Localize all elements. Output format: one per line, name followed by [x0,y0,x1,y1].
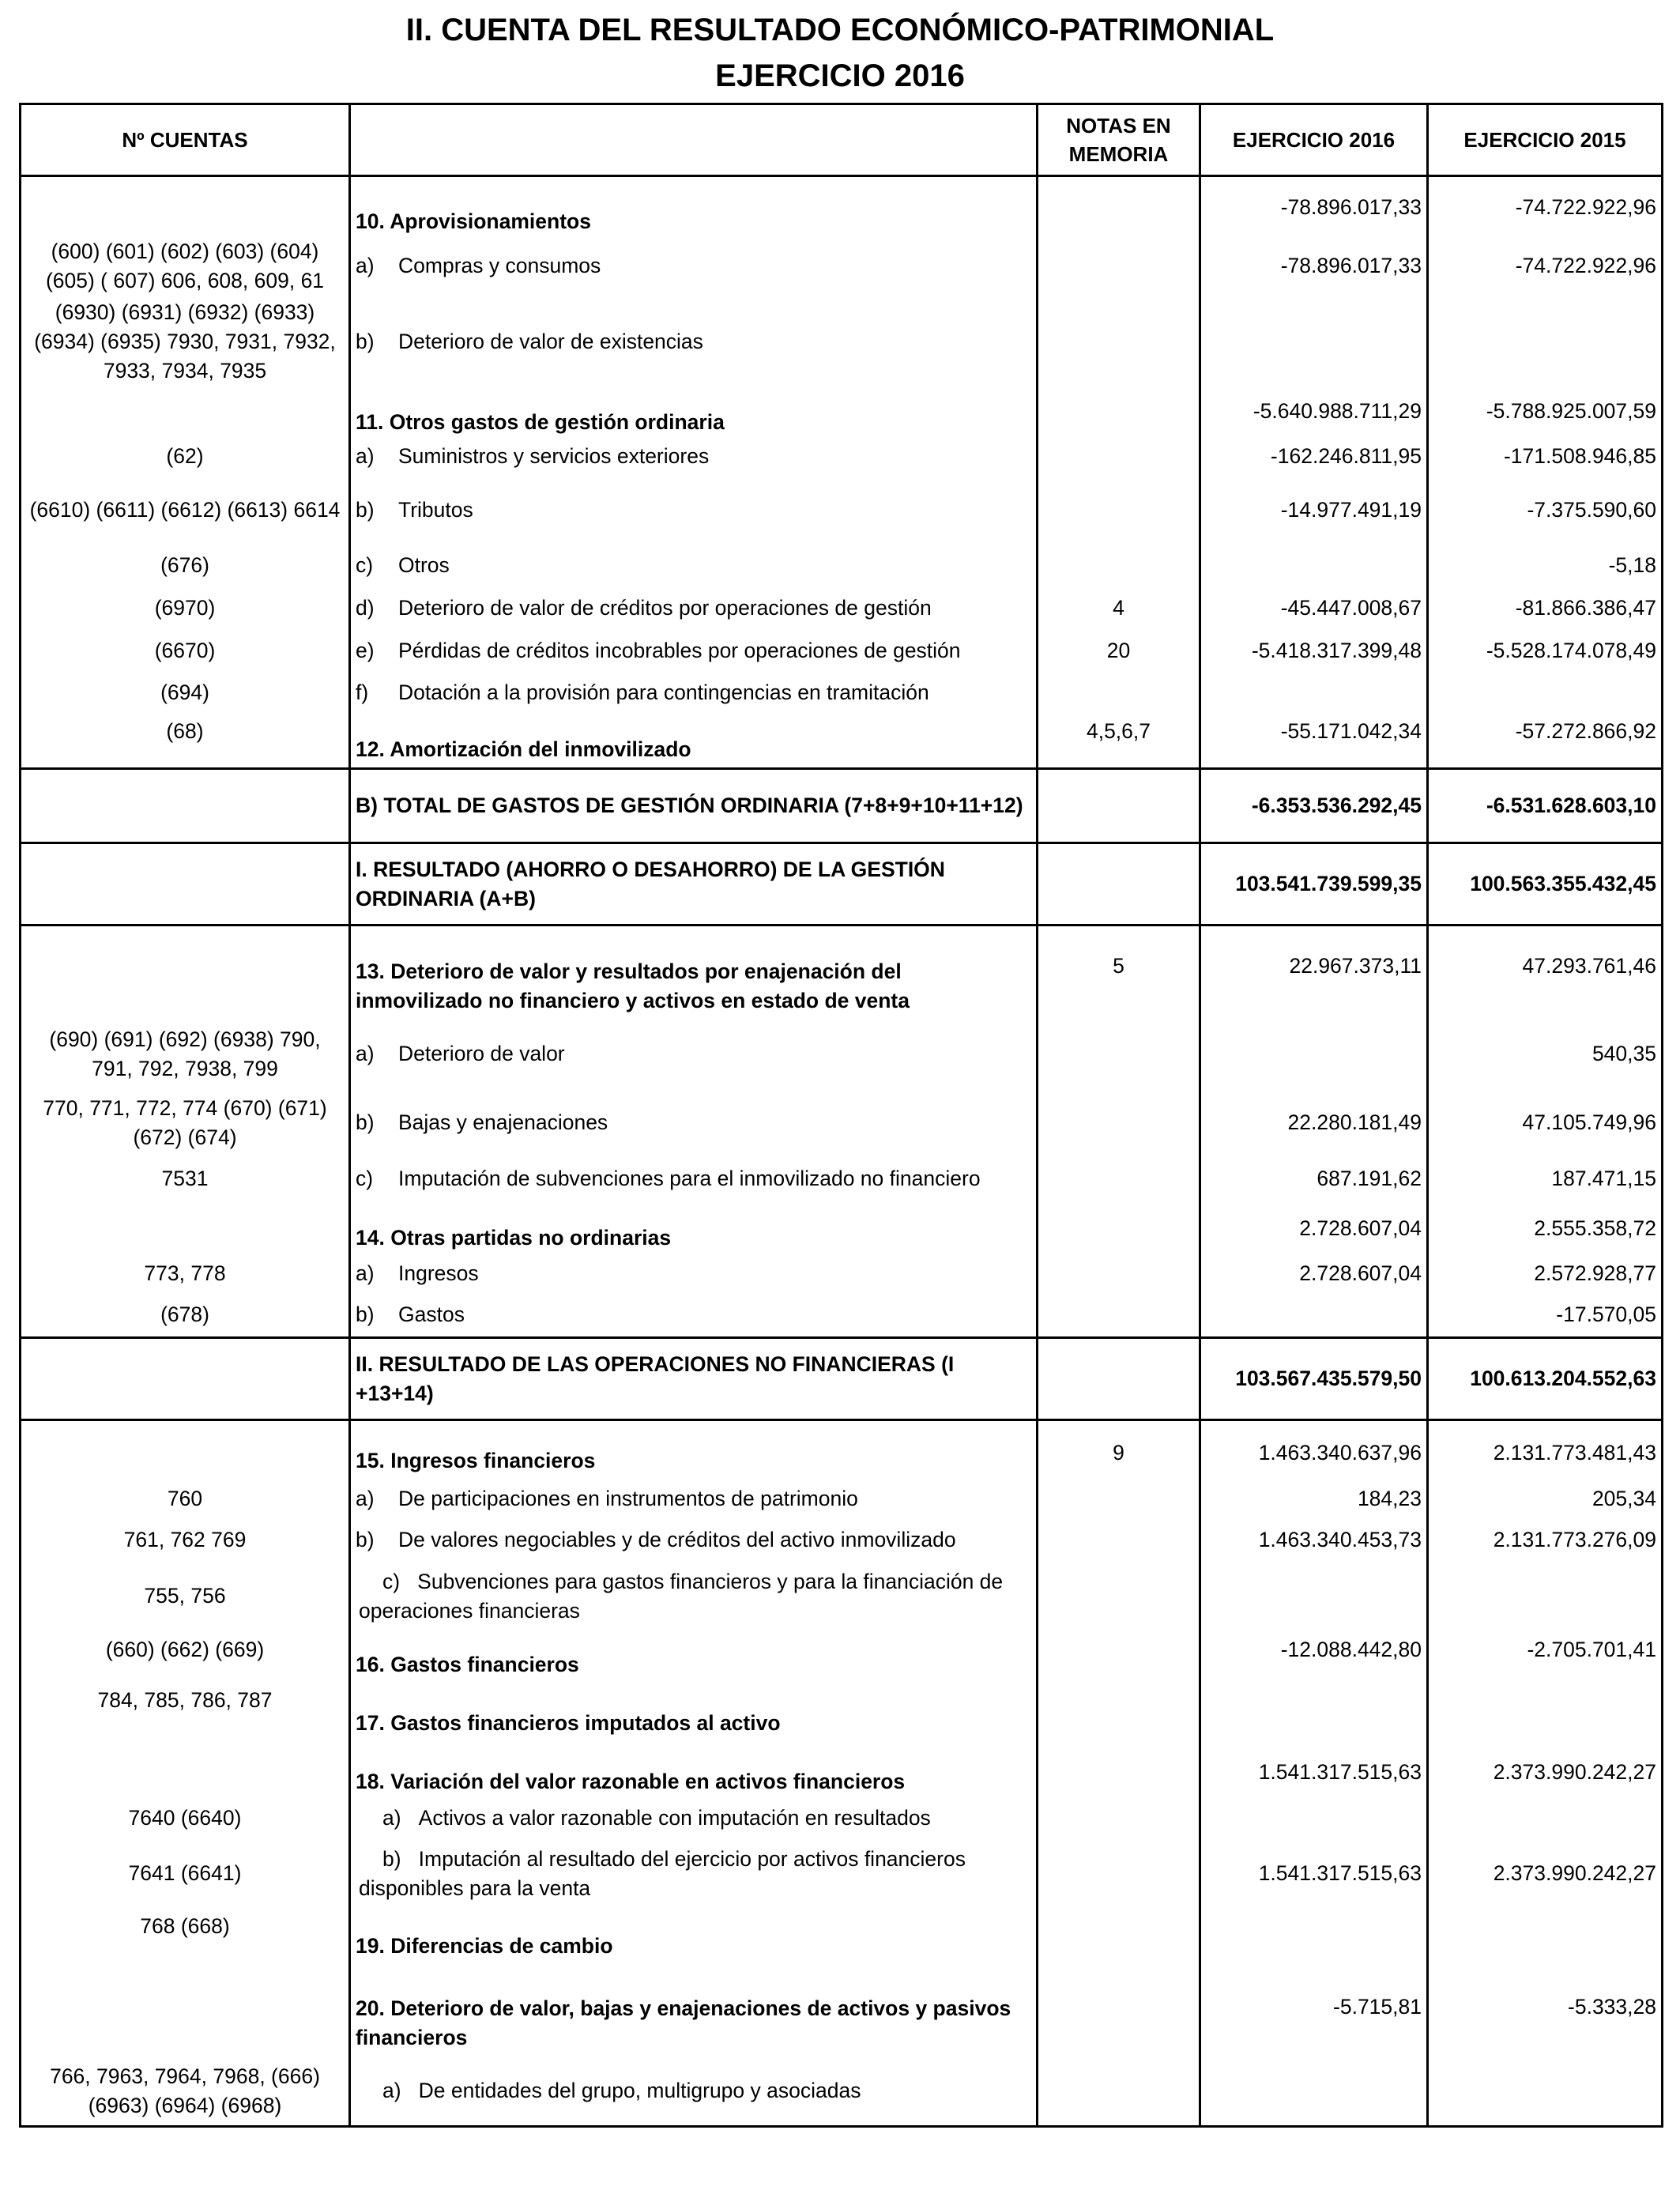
row-concept-cell [350,236,1038,296]
row-ej2015: 2.131.773.481,43 [1428,1420,1663,1479]
row-ej2015: -57.272.866,92 [1428,714,1663,769]
row-item-label: a) [356,1042,375,1065]
row-concept-cell [350,1839,1038,1909]
row-ej2015: 205,34 [1428,1479,1663,1520]
row-notas [1038,1294,1200,1338]
row-ej2016: 22.967.373,11 [1200,925,1428,1020]
row-notas [1038,1741,1200,1798]
row-ej2015: 47.105.749,96 [1428,1088,1663,1158]
row-item-label: b) [356,1110,375,1134]
row-concept: Pérdidas de créditos incobrables por operaciones de gestión [398,639,961,662]
row-notas [1038,1158,1200,1201]
row-cuentas: (676) [21,545,350,587]
row-ej2015 [1428,296,1663,388]
row-cuentas [21,1201,350,1254]
row-ej2016: -78.896.017,33 [1200,176,1428,236]
row-ej2016: 1.541.317.515,63 [1200,1741,1428,1798]
row-notas [1038,1020,1200,1088]
row-ej2015: -2.705.701,41 [1428,1632,1663,1683]
row-concept: 10. Aprovisionamientos [350,176,1038,236]
row-cuentas [21,1969,350,2057]
row-concept: De participaciones en instrumentos de patrimonio [398,1487,858,1510]
row-ej2015 [1428,2057,1663,2127]
row-concept: Tributos [398,498,473,522]
row-concept: 15. Ingresos financieros [350,1420,1038,1479]
row-cuentas: 7640 (6640) [21,1798,350,1839]
row-cuentas: (62) [21,437,350,477]
row-cuentas [21,388,350,437]
row-notas [1038,545,1200,587]
row-item-label: f) [356,680,369,704]
row-cuentas: (678) [21,1294,350,1338]
row-notas [1038,388,1200,437]
row-cuentas: (660) (662) (669) [21,1632,350,1683]
row-ej2016 [1200,2057,1428,2127]
row-notas [1038,1839,1200,1909]
table-row [21,296,1663,388]
row-ej2016: -5.715,81 [1200,1969,1428,2057]
row-notas: 4,5,6,7 [1038,714,1200,769]
row-concept: Deterioro de valor de créditos por operaciones de gestión [398,596,932,620]
table-row [21,1683,1663,1741]
table-row [21,1798,1663,1839]
table-row [21,1479,1663,1520]
row-cuentas [21,1338,350,1420]
row-ej2015: 2.572.928,77 [1428,1254,1663,1294]
row-cuentas: (6610) (6611) (6612) (6613) 6614 [21,477,350,545]
row-ej2015 [1428,1909,1663,1969]
row-ej2015: -5,18 [1428,545,1663,587]
row-ej2016: -162.246.811,95 [1200,437,1428,477]
table-row [21,176,1663,236]
row-concept: Compras y consumos [398,254,601,277]
row-notas [1038,176,1200,236]
row-concept: Otros [398,553,450,577]
table-row [21,545,1663,587]
table-header [21,104,1663,176]
table-row [21,1088,1663,1158]
row-concept: De valores negociables y de créditos del activo inmovilizado [398,1528,956,1551]
row-concept: 12. Amortización del inmovilizado [350,714,1038,769]
row-ej2016 [1200,1020,1428,1088]
row-concept: Ingresos [398,1261,479,1285]
row-concept-cell [350,1088,1038,1158]
row-item-label: a) [356,1261,375,1285]
table-row [21,1520,1663,1561]
row-concept: 14. Otras partidas no ordinarias [350,1201,1038,1254]
table-row [21,477,1663,545]
row-concept-cell [350,1294,1038,1338]
row-item-label: d) [356,596,375,620]
report-subtitle: EJERCICIO 2016 [715,58,965,93]
row-cuentas [21,925,350,1020]
row-concept-cell [350,1479,1038,1520]
row-concept: Deterioro de valor de existencias [398,330,703,353]
row-cuentas [21,176,350,236]
row-ej2015: -74.722.922,96 [1428,176,1663,236]
table-row [21,437,1663,477]
header-notas: NOTAS EN MEMORIA [1038,104,1200,176]
table-row [21,1839,1663,1909]
table-row [21,587,1663,630]
row-ej2016: -78.896.017,33 [1200,236,1428,296]
row-ej2015: -171.508.946,85 [1428,437,1663,477]
table-row [21,630,1663,673]
row-ej2015: -6.531.628.603,10 [1428,769,1663,843]
row-item-label: c) [382,1569,401,1593]
row-concept-cell [350,437,1038,477]
row-concept: Suministros y servicios exteriores [398,444,710,468]
table-row [21,1561,1663,1632]
row-ej2016: -12.088.442,80 [1200,1632,1428,1683]
row-concept: B) TOTAL DE GASTOS DE GESTIÓN ORDINARIA (7+8+9+10+11+12) [350,769,1038,843]
result-account-table [19,103,1663,2128]
table-row [21,673,1663,714]
row-item-label: b) [356,1302,375,1327]
row-concept-cell [350,2057,1038,2127]
row-item-label: a) [356,254,375,277]
table-row-total [21,1338,1663,1420]
row-ej2016: 103.541.739.599,35 [1200,843,1428,925]
row-concept-cell [350,477,1038,545]
row-ej2015: 2.131.773.276,09 [1428,1520,1663,1561]
row-notas [1038,437,1200,477]
row-cuentas: (600) (601) (602) (603) (604) (605) ( 607) 606, 608, 609, 61 [21,236,350,296]
row-ej2015 [1428,1561,1663,1632]
row-ej2015: -81.866.386,47 [1428,587,1663,630]
row-ej2015: 2.373.990.242,27 [1428,1741,1663,1798]
row-concept: 13. Deterioro de valor y resultados por enajenación del inmovilizado no financiero y activos en estado de venta [350,925,1038,1020]
row-concept: Deterioro de valor [398,1042,565,1065]
row-concept: Gastos [398,1302,465,1327]
row-notas [1038,843,1200,925]
row-concept: Subvenciones para gastos financieros y para la financiación de operaciones financieras [359,1569,1004,1623]
row-concept-cell [350,673,1038,714]
row-cuentas: 770, 771, 772, 774 (670) (671) (672) (674) [21,1088,350,1158]
row-concept-cell [350,545,1038,587]
table-row [21,2057,1663,2127]
row-ej2015 [1428,1798,1663,1839]
row-ej2016: 1.541.317.515,63 [1200,1839,1428,1909]
row-concept-cell [350,1520,1038,1561]
row-ej2016: 1.463.340.453,73 [1200,1520,1428,1561]
table-row [21,1420,1663,1479]
row-ej2015 [1428,673,1663,714]
row-concept-cell [350,296,1038,388]
row-cuentas: 768 (668) [21,1909,350,1969]
row-ej2016: -45.447.008,67 [1200,587,1428,630]
row-cuentas: (68) [21,714,350,769]
row-notas [1038,236,1200,296]
row-ej2016 [1200,1683,1428,1741]
row-notas [1038,1683,1200,1741]
row-item-label: c) [356,553,374,577]
row-ej2016: 184,23 [1200,1479,1428,1520]
table-row [21,925,1663,1020]
table-row [21,1909,1663,1969]
row-concept: Imputación de subvenciones para el inmovilizado no financiero [398,1167,981,1190]
row-cuentas: 760 [21,1479,350,1520]
row-ej2016 [1200,1561,1428,1632]
row-cuentas: 755, 756 [21,1561,350,1632]
row-concept: 11. Otros gastos de gestión ordinaria [350,388,1038,437]
row-item-label: c) [356,1167,374,1190]
row-concept: Activos a valor razonable con imputación en resultados [418,1806,931,1830]
table-row [21,1741,1663,1798]
row-ej2016: 22.280.181,49 [1200,1088,1428,1158]
row-cuentas: 7641 (6641) [21,1839,350,1909]
row-notas [1038,673,1200,714]
row-ej2016 [1200,296,1428,388]
row-item-label: e) [356,639,375,662]
row-ej2016 [1200,1798,1428,1839]
row-item-label: a) [356,1487,375,1510]
table-row-total [21,843,1663,925]
row-concept-cell [350,1020,1038,1088]
row-concept: I. RESULTADO (AHORRO O DESAHORRO) DE LA GESTIÓN ORDINARIA (A+B) [350,843,1038,925]
row-cuentas: 766, 7963, 7964, 7968, (666) (6963) (6964) (6968) [21,2057,350,2127]
row-ej2015: 540,35 [1428,1020,1663,1088]
table-row [21,1254,1663,1294]
row-concept: 17. Gastos financieros imputados al activo [350,1683,1038,1741]
row-ej2016: -14.977.491,19 [1200,477,1428,545]
row-ej2015: -5.528.174.078,49 [1428,630,1663,673]
row-ej2016 [1200,673,1428,714]
row-cuentas [21,1420,350,1479]
row-ej2015: -74.722.922,96 [1428,236,1663,296]
report-title: II. CUENTA DEL RESULTADO ECONÓMICO-PATRIMONIAL [405,13,1275,47]
row-concept: 20. Deterioro de valor, bajas y enajenaciones de activos y pasivos financieros [350,1969,1038,2057]
row-notas [1038,1201,1200,1254]
row-ej2015: 2.373.990.242,27 [1428,1839,1663,1909]
row-ej2016: -5.640.988.711,29 [1200,388,1428,437]
row-notas [1038,769,1200,843]
row-ej2016: 2.728.607,04 [1200,1201,1428,1254]
row-notas: 5 [1038,925,1200,1020]
table-row [21,714,1663,769]
row-notas [1038,1798,1200,1839]
row-notas [1038,1088,1200,1158]
row-concept: Imputación al resultado del ejercicio por activos financieros disponibles para la venta [359,1846,966,1900]
row-item-label: a) [382,1806,401,1830]
row-notas [1038,1969,1200,2057]
row-notas [1038,1520,1200,1561]
row-cuentas: (6970) [21,587,350,630]
header-cuentas: Nº CUENTAS [21,104,350,176]
row-concept: II. RESULTADO DE LAS OPERACIONES NO FINANCIERAS (I +13+14) [350,1338,1038,1420]
row-cuentas [21,769,350,843]
row-ej2015: 187.471,15 [1428,1158,1663,1201]
row-ej2015: -7.375.590,60 [1428,477,1663,545]
row-ej2015: 100.613.204.552,63 [1428,1338,1663,1420]
table-row [21,1201,1663,1254]
row-notas [1038,296,1200,388]
row-ej2015: -17.570,05 [1428,1294,1663,1338]
row-concept-cell [350,1254,1038,1294]
row-cuentas: 761, 762 769 [21,1520,350,1561]
row-item-label: a) [356,444,375,468]
row-concept: De entidades del grupo, multigrupo y asociadas [418,2079,861,2103]
row-notas: 4 [1038,587,1200,630]
row-ej2015: 47.293.761,46 [1428,925,1663,1020]
row-concept-cell [350,587,1038,630]
table-row [21,1158,1663,1201]
row-cuentas: 7531 [21,1158,350,1201]
table-row [21,388,1663,437]
row-concept: Bajas y enajenaciones [398,1110,608,1134]
row-notas [1038,1909,1200,1969]
header-concepto [350,104,1038,176]
row-notas [1038,2057,1200,2127]
table-row [21,1969,1663,2057]
row-cuentas: (694) [21,673,350,714]
row-ej2016: -5.418.317.399,48 [1200,630,1428,673]
row-ej2015 [1428,1683,1663,1741]
row-notas [1038,477,1200,545]
row-concept: 18. Variación del valor razonable en activos financieros [350,1741,1038,1798]
row-ej2015: -5.333,28 [1428,1969,1663,2057]
row-notas [1038,1561,1200,1632]
row-ej2016: 2.728.607,04 [1200,1254,1428,1294]
row-notas [1038,1632,1200,1683]
row-notas: 9 [1038,1420,1200,1479]
row-concept: 19. Diferencias de cambio [350,1909,1038,1969]
table-row [21,1632,1663,1683]
row-notas [1038,1254,1200,1294]
row-concept-cell [350,1561,1038,1632]
row-notas: 20 [1038,630,1200,673]
row-cuentas: (6670) [21,630,350,673]
row-concept-cell [350,1798,1038,1839]
table-row-total [21,769,1663,843]
row-item-label: a) [382,2079,401,2103]
row-ej2015: 2.555.358,72 [1428,1201,1663,1254]
row-ej2016 [1200,1909,1428,1969]
header-ej2015: EJERCICIO 2015 [1428,104,1663,176]
row-cuentas: 784, 785, 786, 787 [21,1683,350,1741]
row-ej2016 [1200,1294,1428,1338]
row-item-label: b) [356,330,375,353]
table-row [21,236,1663,296]
row-item-label: b) [382,1846,401,1871]
row-notas [1038,1338,1200,1420]
row-ej2016: -55.171.042,34 [1200,714,1428,769]
header-ej2016: EJERCICIO 2016 [1200,104,1428,176]
row-concept-cell [350,630,1038,673]
row-concept-cell [350,1158,1038,1201]
table-row [21,1294,1663,1338]
row-concept: 16. Gastos financieros [350,1632,1038,1683]
row-item-label: b) [356,498,375,522]
row-cuentas [21,843,350,925]
row-ej2016: 687.191,62 [1200,1158,1428,1201]
row-cuentas: (6930) (6931) (6932) (6933) (6934) (6935) 7930, 7931, 7932, 7933, 7934, 7935 [21,296,350,388]
row-cuentas [21,1741,350,1798]
table-row [21,1020,1663,1088]
row-ej2015: -5.788.925.007,59 [1428,388,1663,437]
row-notas [1038,1479,1200,1520]
row-cuentas: (690) (691) (692) (6938) 790, 791, 792, 7938, 799 [21,1020,350,1088]
row-concept: Dotación a la provisión para contingencias en tramitación [398,680,929,704]
row-ej2016 [1200,545,1428,587]
row-ej2016: 1.463.340.637,96 [1200,1420,1428,1479]
row-cuentas: 773, 778 [21,1254,350,1294]
row-ej2015: 100.563.355.432,45 [1428,843,1663,925]
row-ej2016: 103.567.435.579,50 [1200,1338,1428,1420]
row-item-label: b) [356,1528,375,1551]
row-ej2016: -6.353.536.292,45 [1200,769,1428,843]
